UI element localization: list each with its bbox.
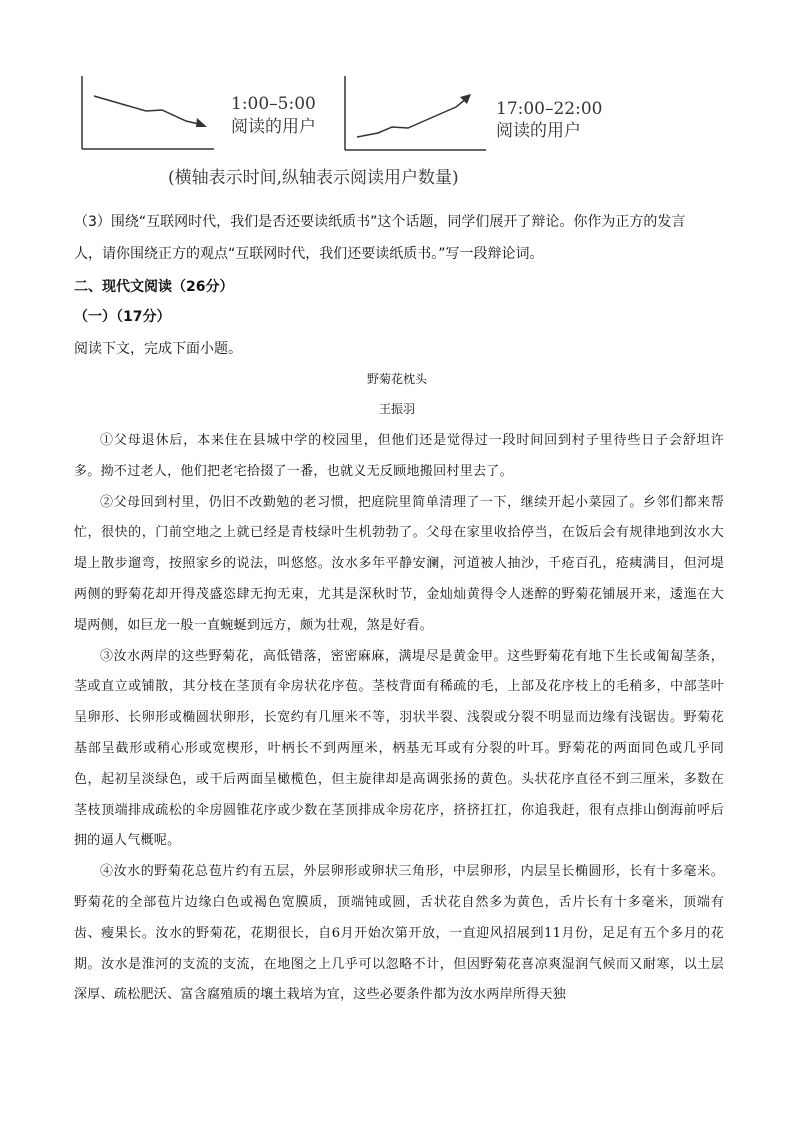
chart-late-night [82, 76, 214, 149]
chart-caption: (横轴表示时间,纵轴表示阅读用户数量) [168, 168, 459, 188]
left-chart-time-label: 1:00–5:00 [231, 94, 316, 114]
article-paragraph-1: ①父母退休后，本来住在县城中学的校园里，但他们还是觉得过一段时间回到村子里待些日子会舒坦许多。拗不过老人，他们把老宅拾掇了一番，也就义无反顾地搬回村里去了。 [74, 433, 724, 479]
article-paragraph-3: ③汝水两岸的这些野菊花，高低错落，密密麻麻，满堤尽是黄金甲。这些野菊花有地下生长或匍匐茎条，茎或直立或铺散，其分枝在茎顶有伞房状花序苞。茎枝背面有稀疏的毛，上部及花序枝上的毛稍多，中部茎叶呈卵形、长卵形或椭圆状卵形，长宽约有几厘米不等，羽状半裂、浅裂或分裂不明显而边缘有浅锯齿。野菊花基部呈截形或稍心形或宽楔形，叶柄长不到两厘米，柄基无耳或有分裂的叶耳。野菊花的两面同色或几乎同色，起初呈淡绿色，或干后两面呈橄榄色，但主旋律却是高调张扬的黄色。头状花序直径不到三厘米，多数在茎枝顶端排成疏松的伞房圆锥花序或少数在茎顶排成伞房花序，挤挤扛扛，你追我赶，很有点排山倒海前呼后拥的逼人气概呢。 [74, 648, 724, 849]
subsection-heading: （一）（17分） [74, 309, 171, 325]
article-title: 野菊花枕头 [366, 372, 427, 386]
question-3 [74, 206, 734, 270]
article-body [74, 426, 724, 1011]
question-3-line-1: （3）围绕“互联网时代，我们是否还要读纸质书”这个话题，同学们展开了辩论。你作为正方的发言 [74, 214, 686, 230]
declining-trend-arrowhead [196, 118, 207, 127]
right-chart-users-label: 阅读的用户 [496, 121, 581, 141]
declining-trend-line [94, 96, 203, 125]
right-chart-time-label: 17:00–22:00 [496, 99, 603, 119]
article-author: 王振羽 [378, 402, 415, 416]
article-paragraph-4: ④汝水的野菊花总苞片约有五层，外层卵形或卵状三角形，中层卵形，内层呈长椭圆形，长有十多毫米。野菊花的全部苞片边缘白色或褐色宽膜质，顶端钝或圆，舌状花自然多为黄色，舌片长有十多毫米，顶端有齿、瘦果长。汝水的野菊花，花期很长，自6月开始次第开放，一直迎风招展到11月份，足足有五个多月的花期。汝水是淮河的支流的支流，在地图之上几乎可以忽略不计，但因野菊花喜凉爽湿润气候而又耐寒，以土层深厚、疏松肥沃、富含腐殖质的壤土栽培为宜，这些必要条件都为汝水两岸所得天独 [74, 864, 724, 1003]
question-3-line-2: 人，请你围绕正方的观点“互联网时代，我们还要读纸质书。”写一段辩论词。 [74, 246, 544, 262]
article-paragraph-2: ②父母回到村里，仍旧不改勤勉的老习惯，把庭院里简单清理了一下，继续开起小菜园了。乡邻们都来帮忙，很快的，门前空地之上就已经是青枝绿叶生机勃勃了。父母在家里收拾停当，在饭后会有规律地到汝水大堤上散步遛弯，按照家乡的说法，叫悠悠。汝水多年平静安澜，河道被人抽沙，千疮百孔，疮痍满目，但河堤两侧的野菊花却开得茂盛恣肆无拘无束，尤其是深秋时节，金灿灿黄得令人迷醉的野菊花铺展开来，逶迤在大堤两侧，如巨龙一般一直蜿蜒到远方，颇为壮观，煞是好看。 [74, 494, 724, 633]
charts-region [0, 0, 794, 200]
section-heading: 二、现代文阅读（26分） [74, 279, 234, 295]
left-chart-users-label: 阅读的用户 [231, 117, 316, 137]
chart-evening [345, 76, 486, 150]
rising-trend-line [357, 99, 466, 137]
reading-instruction: 阅读下文，完成下面小题。 [74, 341, 242, 357]
